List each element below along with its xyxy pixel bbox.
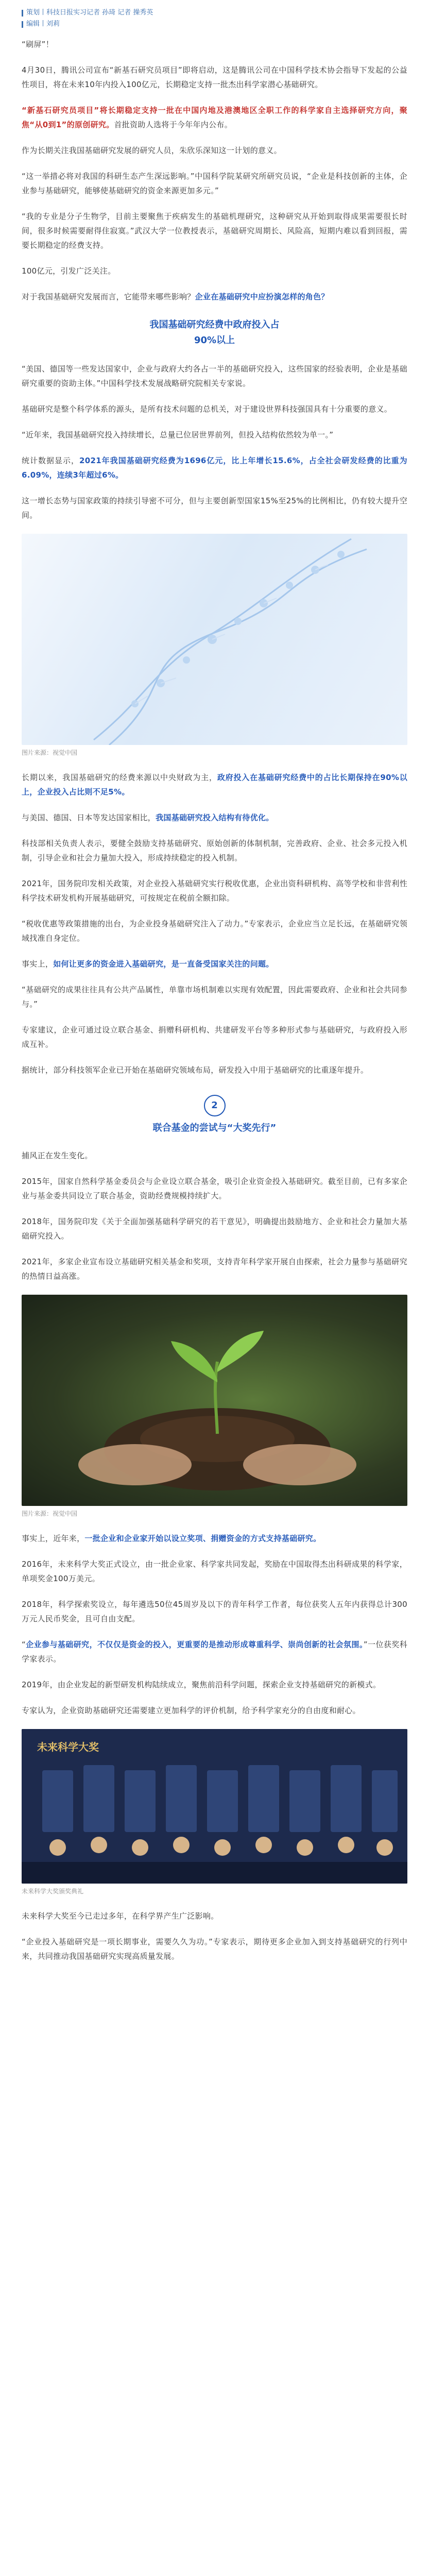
paragraph-text: ”一位获奖科学家表示。 [22, 1640, 408, 1664]
paragraph: 专家建议，企业可通过设立联合基金、捐赠科研机构、共建研发平台等多种形式参与基础研究，与政府投入形成互补。 [22, 1025, 407, 1049]
highlight-text: 2021年我国基础研究经费为1696亿元，比上年增长15.6%，占全社会研发经费的比重为6.09%，连续3年超过6%。 [22, 456, 407, 480]
paragraph: “这一举措必将对我国的科研生态产生深远影响。”中国科学院某研究所研究员说，“企业是科技创新的主体，企业参与基础研究，能够使基础研究的资金来源更加多元。” [22, 172, 407, 195]
paragraph [22, 453, 407, 482]
highlight-text: “新基石研究员项目”将长期稳定支持一批在中国内地及港澳地区全职工作的科学家自主选择研究方向，聚焦“从0到1”的原创研究。 [22, 106, 407, 129]
paragraph [22, 1637, 407, 1666]
article-body [22, 37, 407, 1975]
paragraph: 捕风正在发生变化。 [22, 1151, 93, 1160]
highlight-text: 政府投入在基础研究经费中的占比长期保持在90%以上，企业投入占比则不足5%。 [22, 773, 408, 796]
paragraph: 2015年，国家自然科学基金委员会与企业设立联合基金，吸引企业资金投入基础研究。截至目前，已有多家企业与基金委共同设立了联合基金，资助经费规模持续扩大。 [22, 1177, 407, 1200]
paragraph-text: 长期以来，我国基础研究的经费来源以中央财政为主， [22, 773, 217, 782]
paragraph: 2021年，国务院印发相关政策，对企业投入基础研究实行税收优惠，企业出资科研机构、高等学校和非营利性科学技术研发机构开展基础研究，可按规定在税前全额扣除。 [22, 879, 407, 903]
paragraph-text: 对于我国基础研究发展而言，它能带来哪些影响？ [22, 292, 195, 301]
paragraph: 据统计，部分科技领军企业已开始在基础研究领域布局，研发投入中用于基础研究的比重逐年提升。 [22, 1065, 369, 1075]
paragraph: 4月30日，腾讯公司宣布“新基石研究员项目”即将启动，这是腾讯公司在中国科学技术协会指导下发起的公益性项目，将在未来10年内投入100亿元，长期稳定支持一批杰出科学家潜心基础研究。 [22, 65, 407, 89]
paragraph-text: 首批资助人选将于今年年内公布。 [114, 120, 233, 129]
paragraph: “刷屏”！ [22, 40, 54, 49]
award-stage-illustration [22, 1729, 407, 1884]
paragraph-text: “ [22, 1640, 26, 1649]
paragraph [22, 103, 407, 132]
paragraph: “美国、德国等一些发达国家中，企业与政府大约各占一半的基础研究投入，这些国家的经验表明，企业是基础研究重要的资助主体。”中国科学技术发展战略研究院相关专家说。 [22, 364, 407, 388]
paragraph: 2018年，国务院印发《关于全面加强基础科学研究的若干意见》，明确提出鼓励地方、企业和社会力量加大基础研究投入。 [22, 1217, 407, 1241]
paragraph: “我的专业是分子生物学，目前主要聚焦于疾病发生的基础机理研究，这种研究从开始到取得成果需要很长时间，很多时候需要耐得住寂寞。”武汉大学一位教授表示，基础研究周期长、风险高，短期内难以看到回报，需要长期稳定的经费支持。 [22, 212, 407, 250]
paragraph: 2016年，未来科学大奖正式设立，由一批企业家、科学家共同发起，奖励在中国取得杰出科研成果的科学家，单项奖金100万美元。 [22, 1560, 407, 1583]
meta-editor: 编辑丨刘莉 [26, 20, 60, 28]
highlight-text: 我国基础研究投入结构有待优化。 [156, 813, 274, 822]
paragraph: 2021年，多家企业宣布设立基础研究相关基金和奖项，支持青年科学家开展自由探索，社会力量参与基础研究的热情日益高涨。 [22, 1257, 407, 1281]
highlight-text: 企业参与基础研究，不仅仅是资金的投入，更重要的是推动形成尊重科学、崇尚创新的社会氛围。 [26, 1640, 364, 1649]
paragraph: 2018年，科学探索奖设立，每年遴选50位45周岁及以下的青年科学工作者，每位获奖人五年内获得总计300万元人民币奖金，且可自由支配。 [22, 1600, 407, 1623]
paragraph: 科技部相关负责人表示，要健全鼓励支持基础研究、原始创新的体制机制，完善政府、企业、社会多元投入机制，引导企业和社会力量加大投入，形成持续稳定的投入机制。 [22, 839, 407, 862]
section-heading: 我国基础研究经费中政府投入占90%以上 [149, 319, 280, 346]
figure-caption: 未来科学大奖颁奖典礼 [22, 1888, 84, 1895]
section-title: 联合基金的尝试与“大奖先行” [152, 1123, 277, 1133]
paragraph: “近年来，我国基础研究投入持续增长，总量已位居世界前列，但投入结构依然较为单一。” [22, 430, 334, 439]
paragraph: “税收优惠等政策措施的出台，为企业投身基础研究注入了动力。”专家表示，企业应当立足长远，在基础研究领域找准自身定位。 [22, 919, 407, 943]
highlight-text: 如何让更多的资金进入基础研究，是一直备受国家关注的问题。 [53, 959, 274, 969]
figure-caption: 图片来源：视觉中国 [22, 1510, 78, 1517]
section-number: 2 [204, 1095, 226, 1116]
paragraph [22, 770, 407, 799]
paragraph: “基础研究的成果往往具有公共产品属性，单靠市场机制难以实现有效配置，因此需要政府、企业和社会共同参与。” [22, 985, 407, 1009]
meta-credits: 策划丨科技日报实习记者 孙琦 记者 操秀英 [26, 9, 153, 16]
highlight-text: 一批企业和企业家开始以设立奖项、捐赠资金的方式支持基础研究。 [84, 1534, 321, 1543]
award-banner-text: 未来科学大奖 [37, 1742, 99, 1753]
paragraph: 基础研究是整个科学体系的源头，是所有技术问题的总机关，对于建设世界科技强国具有十分重要的意义。 [22, 404, 392, 414]
paragraph-text: 统计数据显示， [22, 456, 80, 465]
paragraph-text: 事实上， [22, 959, 54, 969]
figure-caption: 图片来源：视觉中国 [22, 749, 78, 756]
seedling-photo [22, 1295, 407, 1506]
seedling-hands-illustration [22, 1295, 407, 1506]
paragraph [22, 290, 407, 304]
paragraph [22, 957, 407, 971]
paragraph: 这一增长态势与国家政策的持续引导密不可分，但与主要创新型国家15%至25%的比例相比，仍有较大提升空间。 [22, 496, 407, 520]
paragraph: 未来科学大奖至今已走过多年，在科学界产生广泛影响。 [22, 1911, 219, 1921]
paragraph: “企业投入基础研究是一项长期事业，需要久久为功。”专家表示，期待更多企业加入到支持基础研究的行列中来，共同推动我国基础研究实现高质量发展。 [22, 1937, 407, 1961]
award-ceremony-photo [22, 1729, 407, 1884]
paragraph: 作为长期关注我国基础研究发展的研究人员，朱欣乐深知这一计划的意义。 [22, 146, 282, 155]
paragraph: 专家认为，企业资助基础研究还需要建立更加科学的评价机制，给予科学家充分的自由度和耐心。 [22, 1706, 361, 1715]
dna-helix-illustration [22, 534, 407, 745]
paragraph: 2019年，由企业发起的新型研发机构陆续成立，聚焦前沿科学问题，探索企业支持基础研究的新模式。 [22, 1680, 381, 1689]
meta-bar [22, 10, 23, 16]
paragraph-text: 与美国、德国、日本等发达国家相比， [22, 813, 156, 822]
paragraph: 100亿元，引发广泛关注。 [22, 266, 116, 276]
meta-bar [22, 21, 23, 28]
article-meta [22, 7, 153, 30]
paragraph [22, 1531, 407, 1546]
highlight-text: 企业在基础研究中应扮演怎样的角色？ [195, 292, 329, 301]
paragraph-text: 事实上，近年来， [22, 1534, 85, 1543]
paragraph [22, 810, 407, 825]
dna-photo [22, 534, 407, 745]
